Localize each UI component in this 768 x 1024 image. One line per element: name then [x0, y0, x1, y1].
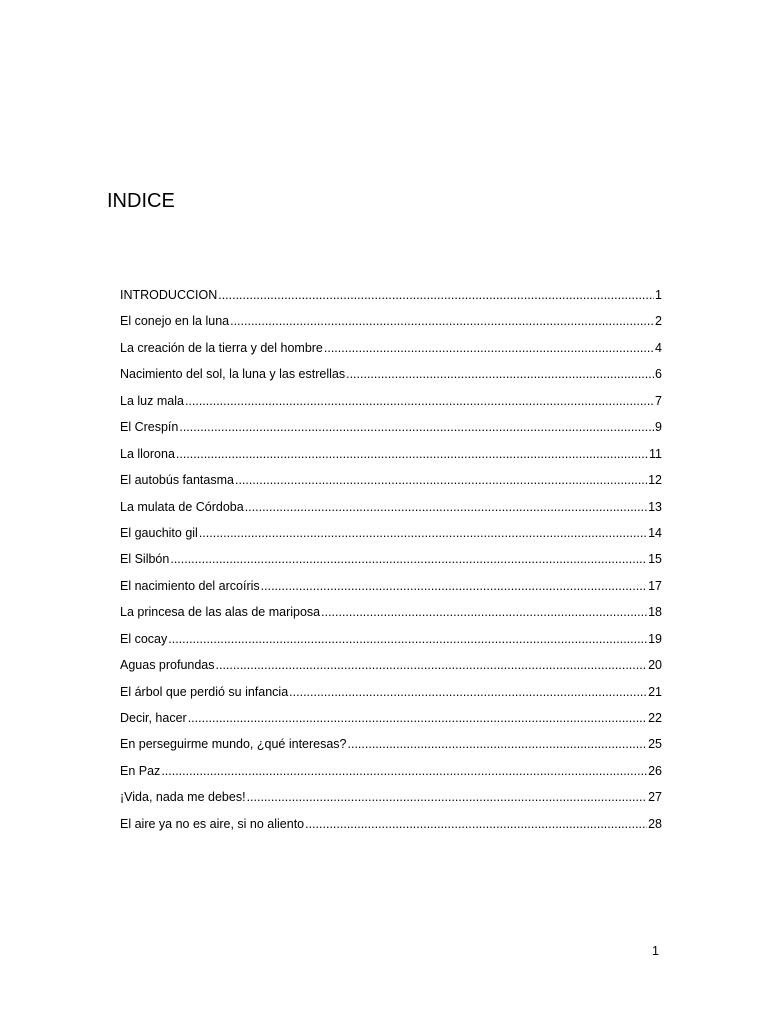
dot-leader [218, 284, 654, 306]
toc-entry-label: El nacimiento del arcoíris [120, 578, 260, 593]
toc-entry-label: El gauchito gil [120, 525, 198, 540]
toc-entry [120, 548, 662, 574]
toc-entry-label: El Crespín [120, 420, 179, 435]
toc-entry-page: 28 [648, 816, 662, 831]
dot-leader [346, 363, 654, 385]
toc-entry-label: El autobús fantasma [120, 473, 234, 488]
dot-leader [247, 786, 648, 808]
toc-entry [120, 601, 662, 627]
toc-entry-label: El Silbón [120, 552, 170, 567]
toc-entry [120, 707, 662, 733]
toc-entry [120, 496, 662, 522]
toc-entry [120, 469, 662, 495]
toc-entry [120, 813, 662, 839]
page-title: INDICE [107, 190, 175, 212]
toc-entry [120, 575, 662, 601]
toc-entry-label: Aguas profundas [120, 658, 215, 673]
toc-entry [120, 390, 662, 416]
dot-leader [179, 416, 654, 438]
dot-leader [235, 469, 647, 491]
toc-entry-page: 9 [655, 420, 662, 435]
toc-entry [120, 786, 662, 812]
dot-leader [168, 628, 647, 650]
toc-entry [120, 416, 662, 442]
toc-entry-label: La princesa de las alas de mariposa [120, 605, 321, 620]
toc-entry-label: La creación de la tierra y del hombre [120, 340, 323, 355]
dot-leader [216, 654, 648, 676]
dot-leader [245, 496, 647, 518]
toc-entry-label: La luz mala [120, 393, 184, 408]
toc-entry [120, 284, 662, 310]
toc-entry [120, 628, 662, 654]
toc-entry-page: 11 [649, 446, 662, 461]
dot-leader [176, 443, 648, 465]
toc-entry [120, 681, 662, 707]
toc-entry-label: INTRODUCCION [120, 288, 218, 302]
toc-entry-page: 22 [648, 711, 662, 725]
toc-entry-page: 27 [648, 790, 662, 805]
toc-entry-label: En Paz [120, 763, 161, 778]
toc-entry-page: 19 [648, 631, 662, 646]
toc-entry-page: 25 [648, 737, 662, 752]
toc-entry [120, 733, 662, 759]
toc-entry-page: 21 [648, 684, 662, 699]
toc-entry-label: El aire ya no es aire, si no aliento [120, 816, 305, 831]
dot-leader [348, 733, 648, 755]
toc-entry [120, 363, 662, 389]
toc-entry-label: Nacimiento del sol, la luna y las estrellas [120, 367, 346, 382]
toc-entry [120, 760, 662, 786]
toc-entry-page: 17 [648, 578, 662, 593]
toc-entry-page: 13 [648, 499, 662, 514]
toc-entry-page: 15 [648, 552, 662, 567]
toc-entry-page: 18 [648, 605, 662, 620]
toc-entry-label: Decir, hacer [120, 711, 187, 725]
toc-entry-page: 26 [648, 763, 662, 778]
toc-entry-label: La mulata de Córdoba [120, 499, 244, 514]
dot-leader [188, 707, 647, 729]
toc-entry-label: ¡Vida, nada me debes! [120, 790, 246, 805]
dot-leader [161, 760, 647, 782]
dot-leader [230, 310, 654, 332]
dot-leader [185, 390, 654, 412]
toc-entry-page: 1 [655, 288, 662, 302]
toc-entry-page: 12 [648, 473, 662, 488]
toc-entry-page: 6 [655, 367, 662, 382]
toc-entry-label: En perseguirme mundo, ¿qué interesas? [120, 737, 347, 752]
toc-entry-label: El cocay [120, 631, 168, 646]
dot-leader [199, 522, 647, 544]
toc-entry [120, 443, 662, 469]
toc-entry-label: La llorona [120, 446, 175, 461]
toc-entry-label: El árbol que perdió su infancia [120, 684, 289, 699]
toc-entry-page: 4 [655, 340, 662, 355]
dot-leader [305, 813, 647, 835]
dot-leader [289, 681, 647, 703]
table-of-contents [120, 284, 662, 839]
dot-leader [170, 548, 647, 570]
toc-entry-page: 14 [648, 525, 662, 540]
dot-leader [321, 601, 647, 623]
page-number: 1 [652, 944, 659, 958]
toc-entry [120, 654, 662, 680]
toc-entry [120, 337, 662, 363]
toc-entry [120, 522, 662, 548]
dot-leader [324, 337, 654, 359]
toc-entry-page: 20 [648, 658, 662, 673]
toc-entry-label: El conejo en la luna [120, 314, 230, 329]
dot-leader [261, 575, 647, 597]
toc-entry-page: 7 [655, 393, 662, 408]
toc-entry-page: 2 [655, 314, 662, 329]
toc-entry [120, 310, 662, 336]
